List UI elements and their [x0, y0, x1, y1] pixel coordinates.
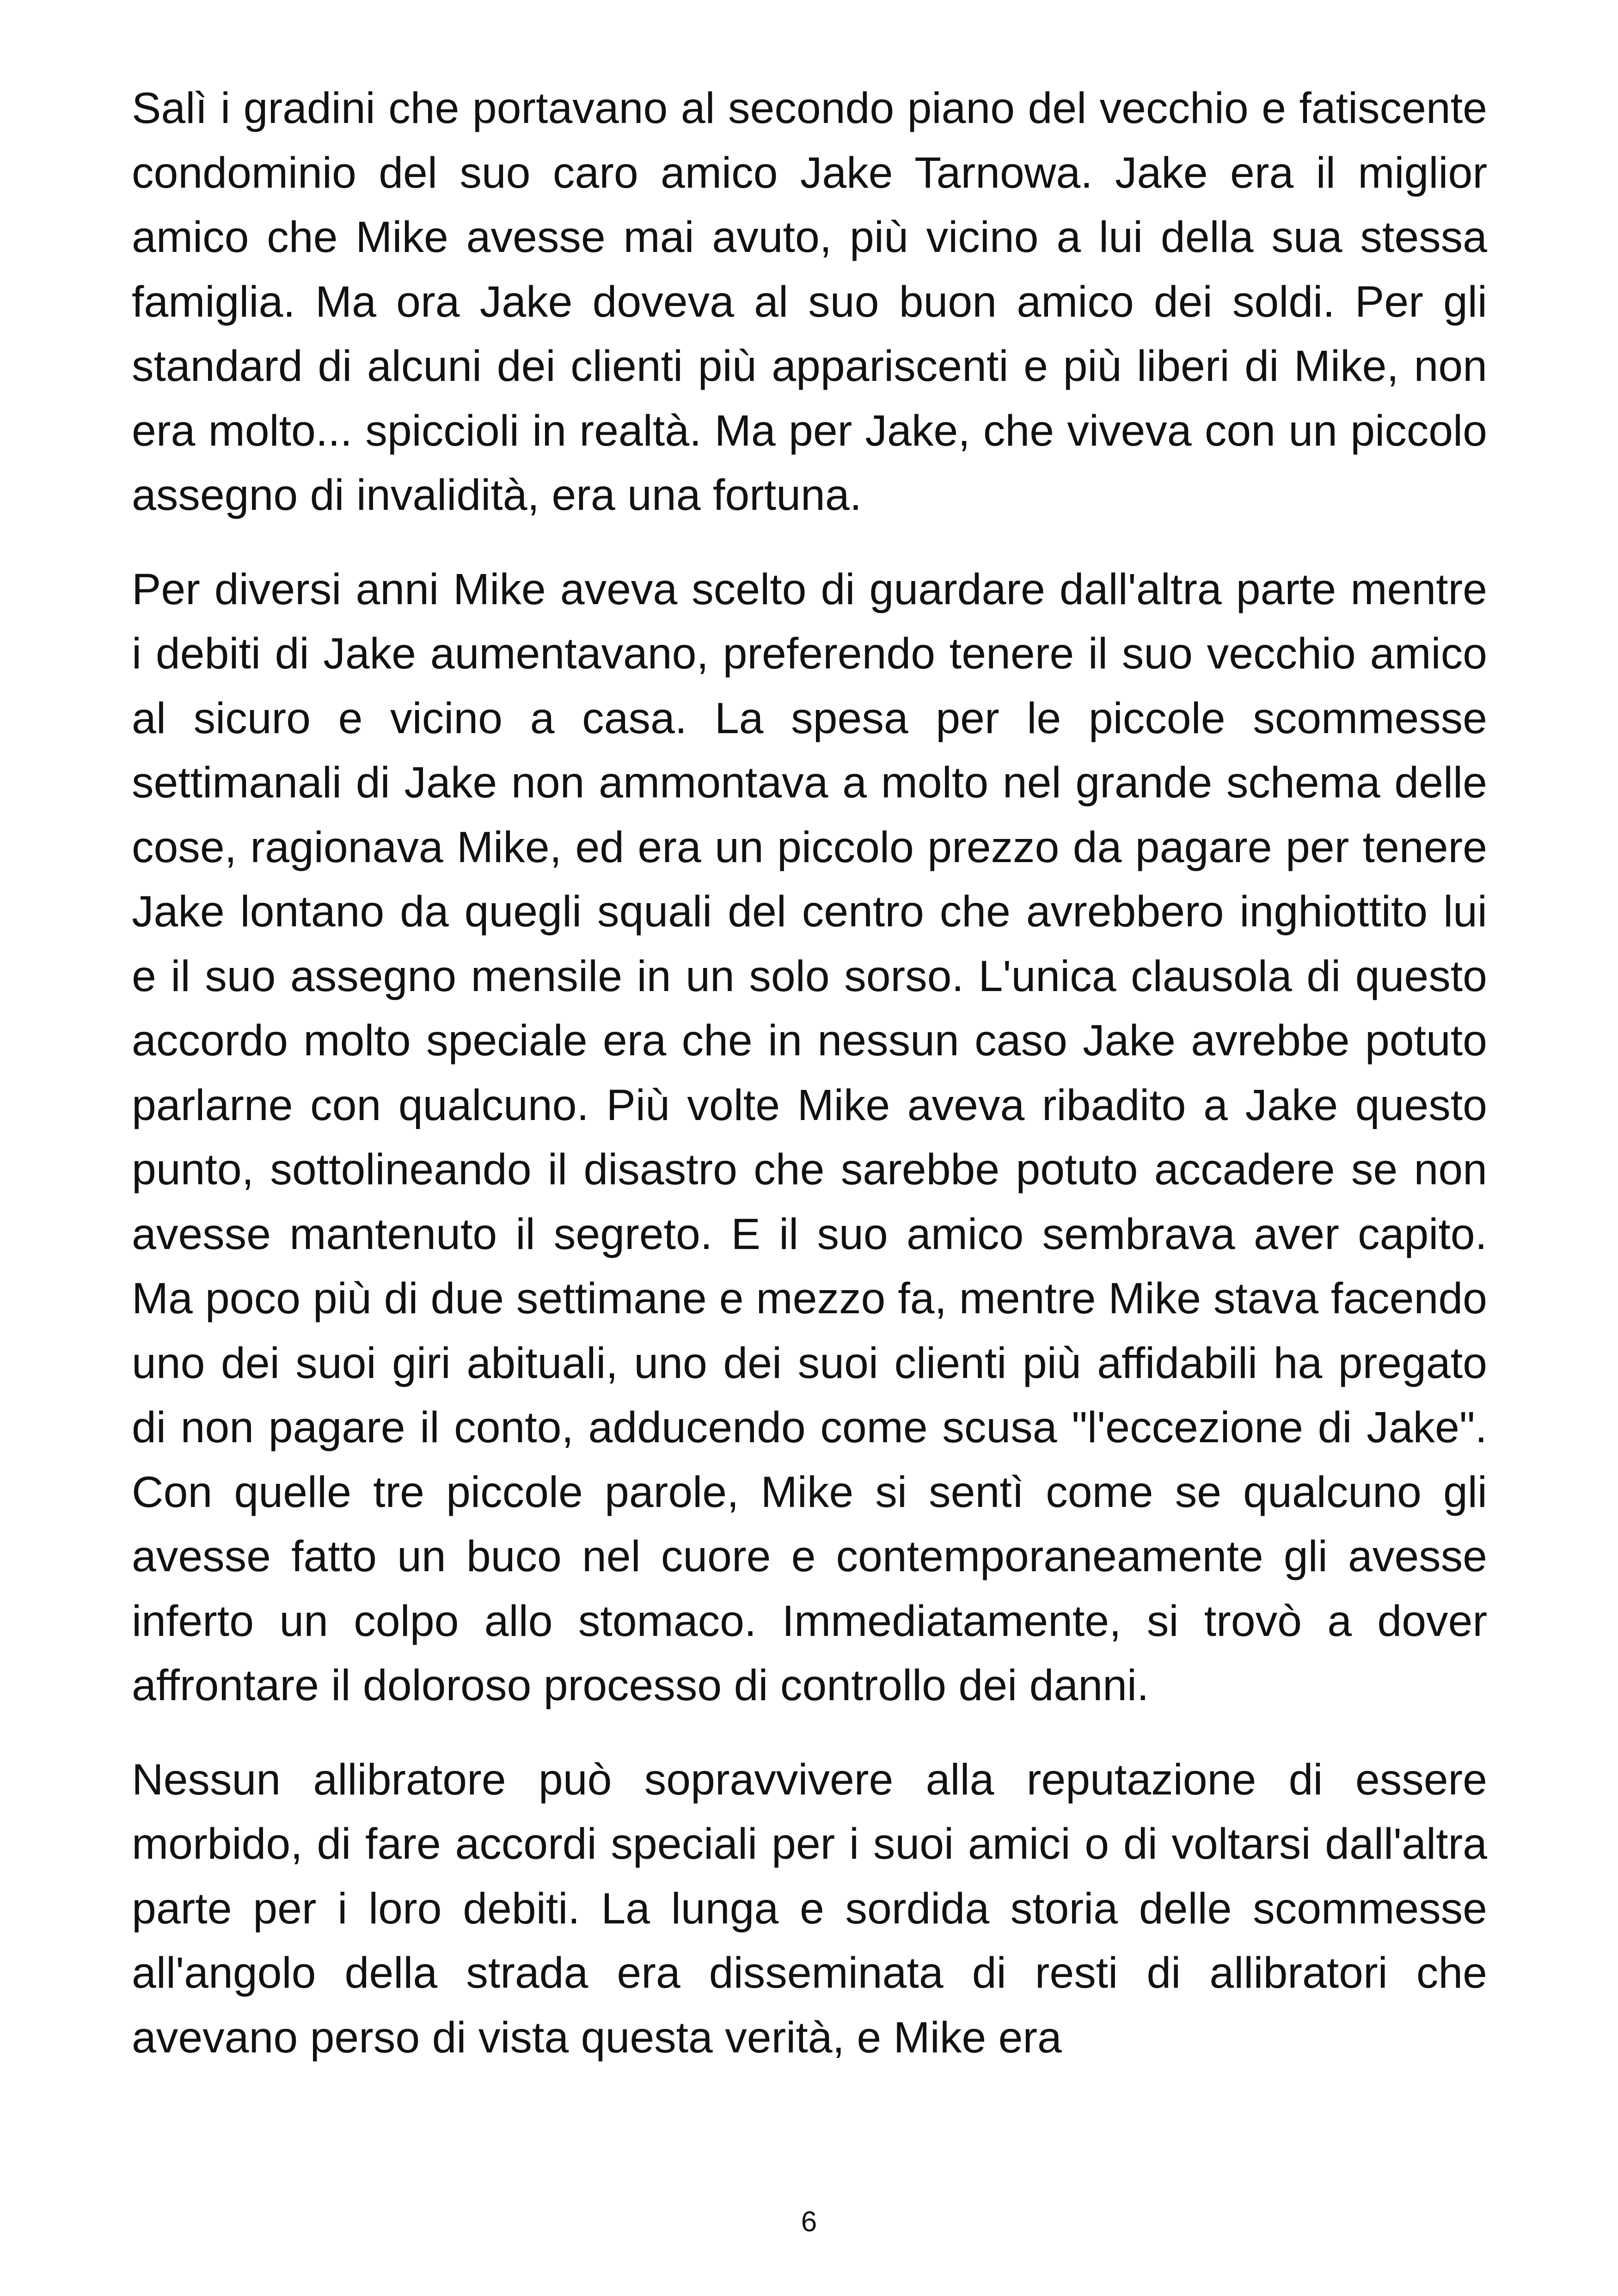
page-number: 6 — [801, 2206, 817, 2238]
paragraph-2: Per diversi anni Mike aveva scelto di guardare dall'altra parte mentre i debiti di Jake aumentavano, preferendo tenere il suo vecchio amico al sicuro e vicino a casa. La spesa per le piccole scommesse settimanali di Jake non ammontava a molto nel grande schema delle cose, ragionava Mike, ed era un piccolo prezzo da pagare per tenere Jake lontano da quegli squali del centro che avrebbero inghiottito lui e il suo assegno mensile in un solo sorso. L'unica clausola di questo accordo molto speciale era che in nessun caso Jake avrebbe potuto parlarne con qualcuno. Più volte Mike aveva ribadito a Jake questo punto, sottolineando il disastro che sarebbe potuto accadere se non avesse mantenuto il segreto. E il suo amico sembrava aver capito. Ma poco più di due settimane e mezzo fa, mentre Mike stava facendo uno dei suoi giri abituali, uno dei suoi clienti più affidabili ha pregato di non pagare il conto, adducendo come scusa "l'eccezione di Jake". Con quelle tre piccole parole, Mike si sentì come se qualcuno gli avesse fatto un buco nel cuore e contemporaneamente gli avesse inferto un colpo allo stomaco. Immediatamente, si trovò a dover affrontare il doloroso processo di controllo dei danni. — [132, 564, 1487, 1710]
paragraph-3: Nessun allibratore può sopravvivere alla reputazione di essere morbido, di fare accordi speciali per i suoi amici o di voltarsi dall'altra parte per i loro debiti. La lunga e sordida storia delle scommesse all'angolo della strada era disseminata di resti di allibratori che avevano perso di vista questa verità, e Mike era — [132, 1755, 1487, 2062]
body-text — [132, 76, 1487, 2100]
paragraph-1: Salì i gradini che portavano al secondo piano del vecchio e fatiscente condominio del suo caro amico Jake Tarnowa. Jake era il miglior amico che Mike avesse mai avuto, più vicino a lui della sua stessa famiglia. Ma ora Jake doveva al suo buon amico dei soldi. Per gli standard di alcuni dei clienti più appariscenti e più liberi di Mike, non era molto... spiccioli in realtà. Ma per Jake, che viveva con un piccolo assegno di invalidità, era una fortuna. — [132, 84, 1487, 520]
